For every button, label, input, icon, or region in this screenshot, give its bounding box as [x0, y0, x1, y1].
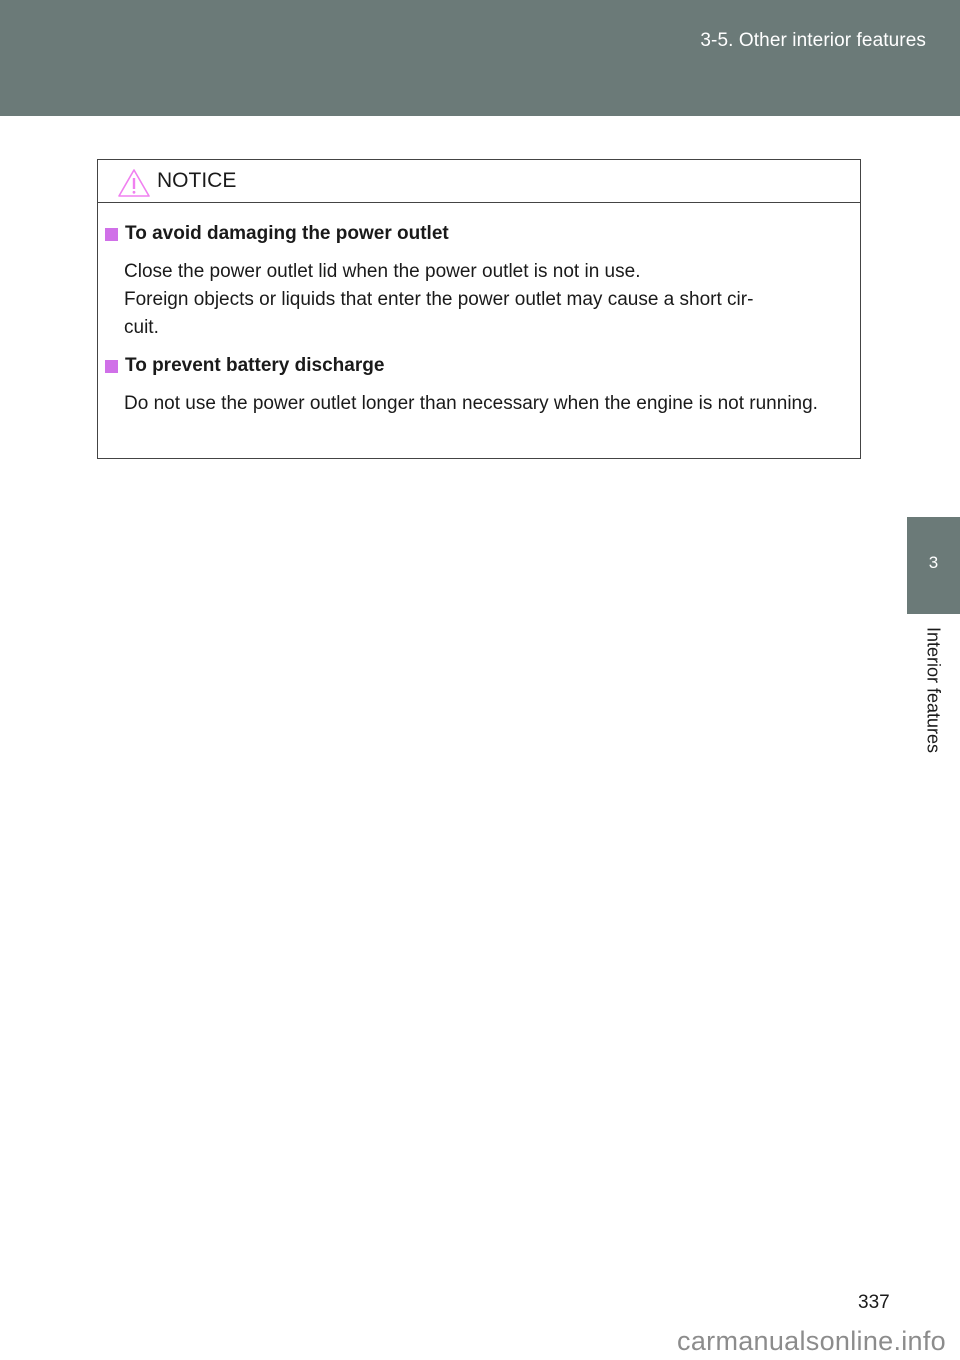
square-bullet-icon [105, 360, 118, 373]
page-header [0, 0, 960, 116]
page-number: 337 [858, 1292, 890, 1313]
square-bullet-icon [105, 228, 118, 241]
watermark-link[interactable]: carmanualsonline.info [677, 1326, 946, 1356]
notice-section-heading [105, 220, 853, 248]
notice-title: NOTICE [157, 169, 237, 192]
chapter-tab [907, 517, 960, 614]
paragraph-line: Close the power outlet lid when the power outlet is not in use. [124, 261, 641, 282]
notice-section-heading [105, 352, 853, 380]
notice-box [97, 159, 861, 459]
section-title: 3-5. Other interior features [700, 30, 926, 51]
notice-header [98, 160, 860, 203]
notice-body [98, 203, 860, 418]
heading-text: To prevent battery discharge [125, 355, 385, 376]
warning-triangle-icon [117, 168, 151, 198]
notice-paragraph [105, 258, 853, 342]
heading-text: To avoid damaging the power outlet [125, 223, 449, 244]
notice-paragraph: Do not use the power outlet longer than necessary when the engine is not running. [124, 393, 818, 414]
chapter-number: 3 [928, 553, 939, 572]
paragraph-line: Foreign objects or liquids that enter the power outlet may cause a short cir- cuit. [124, 289, 754, 338]
chapter-label: Interior features [923, 627, 944, 754]
